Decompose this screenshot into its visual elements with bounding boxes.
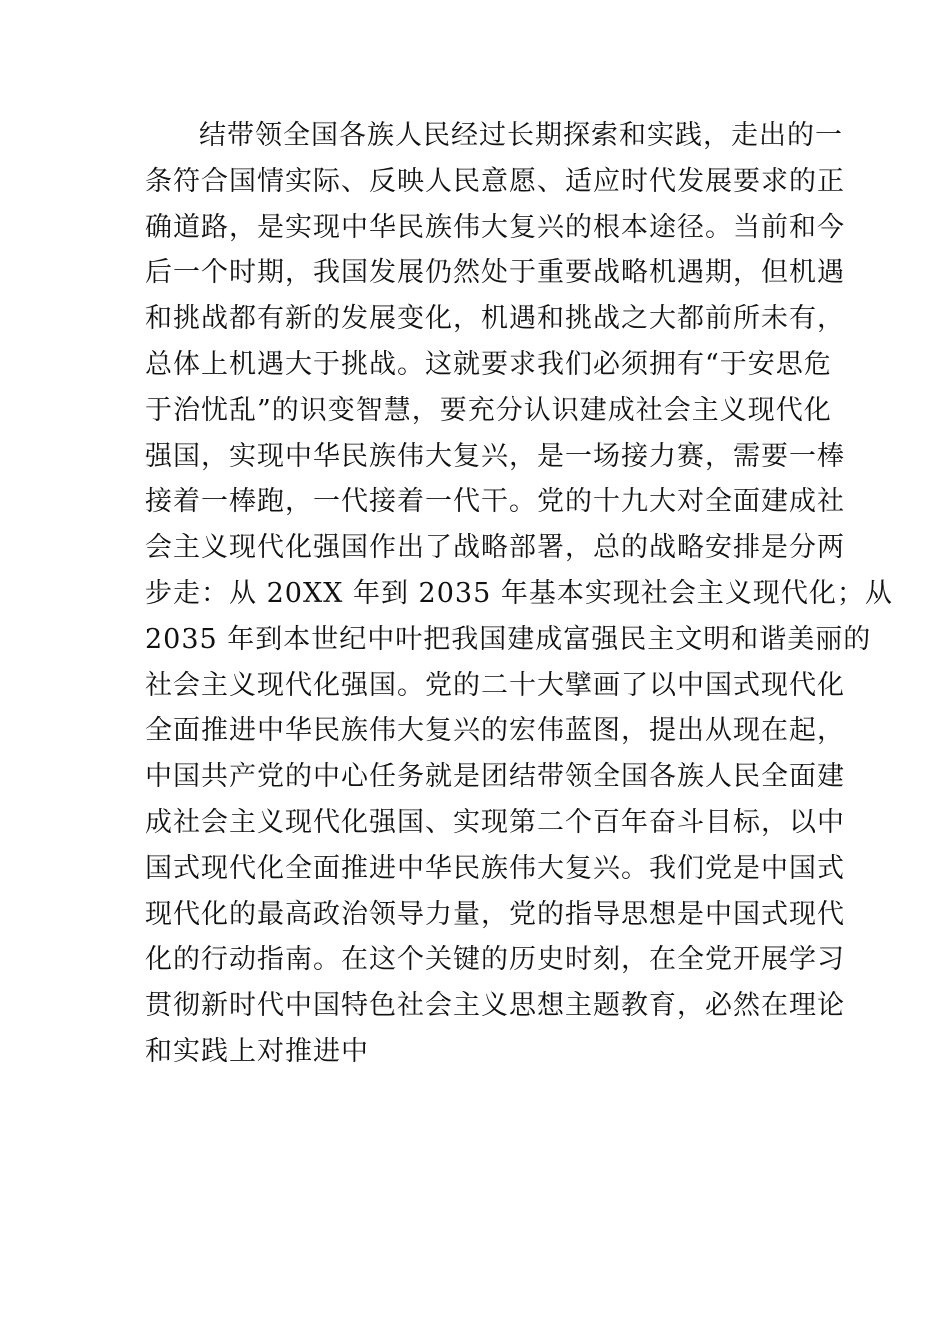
paragraph-line-2: 条符合国情实际、反映人民意愿、适应时代发展要求的正	[145, 165, 845, 197]
paragraph-line-6: 总体上机遇大于挑战。这就要求我们必须拥有“于安思危	[145, 348, 832, 380]
paragraph-line-7: 于治忧乱”的识变智慧，要充分认识建成社会主义现代化	[145, 394, 832, 426]
paragraph-line-3: 确道路，是实现中华民族伟大复兴的根本途径。当前和今	[145, 211, 845, 243]
paragraph-line-18: 现代化的最高政治领导力量，党的指导思想是中国式现代	[145, 898, 845, 930]
paragraph-line-17: 国式现代化全面推进中华民族伟大复兴。我们党是中国式	[145, 852, 845, 884]
paragraph-line-10: 会主义现代化强国作出了战略部署，总的战略安排是分两	[145, 532, 845, 564]
paragraph-line-16: 成社会主义现代化强国、实现第二个百年奋斗目标，以中	[145, 806, 845, 838]
paragraph-line-9: 接着一棒跑，一代接着一代干。党的十九大对全面建成社	[145, 486, 845, 518]
paragraph-line-4: 后一个时期，我国发展仍然处于重要战略机遇期，但机遇	[145, 257, 845, 289]
paragraph-line-21: 和实践上对推进中	[145, 1035, 369, 1067]
paragraph-line-14: 全面推进中华民族伟大复兴的宏伟蓝图，提出从现在起，	[145, 715, 845, 747]
paragraph-line-8: 强国，实现中华民族伟大复兴，是一场接力赛，需要一棒	[145, 440, 845, 472]
paragraph-line-5: 和挑战都有新的发展变化，机遇和挑战之大都前所未有，	[145, 303, 845, 335]
paragraph-line-19: 化的行动指南。在这个关键的历史时刻，在全党开展学习	[145, 944, 845, 976]
paragraph-line-15: 中国共产党的中心任务就是团结带领全国各族人民全面建	[145, 761, 845, 793]
paragraph-line-13: 社会主义现代化强国。党的二十大擘画了以中国式现代化	[145, 669, 845, 701]
paragraph-line-1: 结带领全国各族人民经过长期探索和实践，走出的一	[199, 120, 843, 151]
paragraph-line-11: 步走：从 20XX 年到 2035 年基本实现社会主义现代化；从	[145, 577, 893, 609]
body-paragraph	[145, 113, 893, 1075]
paragraph-line-20: 贯彻新时代中国特色社会主义思想主题教育，必然在理论	[145, 990, 845, 1022]
paragraph-line-12: 2035 年到本世纪中叶把我国建成富强民主文明和谐美丽的	[145, 623, 872, 655]
